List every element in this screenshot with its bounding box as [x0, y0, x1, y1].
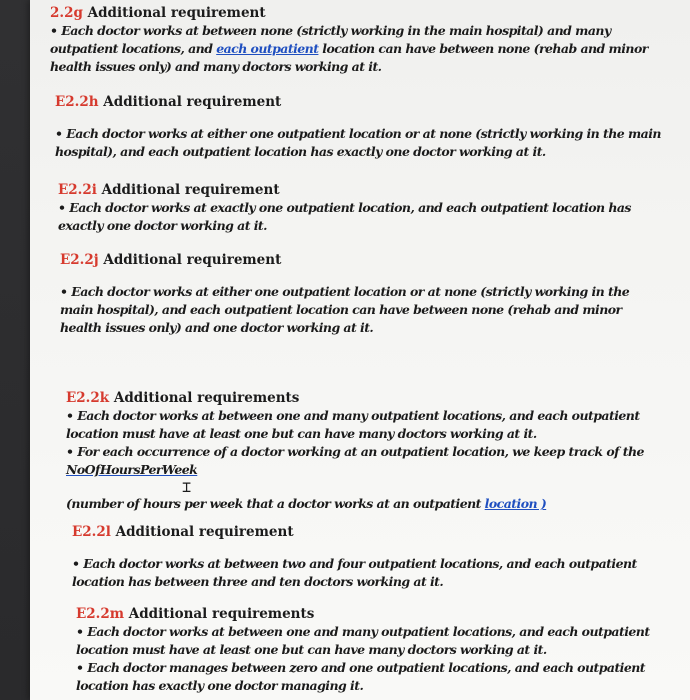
section-body — [58, 199, 658, 235]
section-e2-2l — [72, 524, 657, 591]
section-title: Additional requirement — [101, 182, 280, 198]
section-code: E2.2h — [55, 94, 99, 110]
bullet-text-start: • Each doctor works at between none (strictly working in the main hospital) and many outpatient locations, and — [50, 23, 611, 56]
section-heading — [60, 252, 660, 269]
section-body — [66, 407, 656, 513]
bullet-text — [50, 22, 660, 76]
section-code: E2.2i — [58, 182, 97, 198]
bullet-text: • Each doctor works at either one outpatient location or at none (strictly working in the main hospital), and each outpatient location has exactly one doctor working at it. — [55, 126, 661, 159]
bullet-text: • Each doctor works at either one outpatient location or at none (strictly working in the main hospital), and each outpatient location can have between none (rehab and minor health issues only) and one doctor working at it. — [60, 284, 630, 335]
section-heading — [58, 182, 658, 199]
section-heading — [72, 524, 657, 541]
section-e2-2i — [58, 182, 658, 235]
bullet-text: • Each doctor manages between zero and one outpatient locations, and each outpatient location has exactly one doctor managing it. — [76, 660, 646, 693]
section-2-2g — [50, 5, 660, 76]
section-body — [50, 22, 660, 76]
bullet-text: • Each doctor works at exactly one outpatient location, and each outpatient location has exactly one doctor working at it. — [58, 200, 631, 233]
section-code: E2.2m — [76, 606, 125, 622]
section-title: Additional requirements — [113, 390, 300, 406]
text-cursor-icon: ⌶ — [182, 478, 192, 496]
note-text — [66, 495, 656, 513]
bullet-text: • Each doctor works at between one and many outpatient locations, and each outpatient location must have at least one but can have many doctors working at it. — [76, 624, 650, 657]
section-e2-2h — [55, 94, 665, 161]
section-code: E2.2k — [66, 390, 110, 406]
section-title: Additional requirement — [103, 252, 282, 268]
section-code: E2.2l — [72, 524, 111, 540]
section-title: Additional requirements — [128, 606, 315, 622]
attribute-name-text: NoOfHoursPerWeek — [66, 462, 198, 477]
spellcheck-underlined-text: location ) — [484, 496, 547, 511]
spellcheck-underlined-text: each outpatient — [216, 41, 319, 56]
section-code: E2.2j — [60, 252, 99, 268]
section-heading — [50, 5, 660, 22]
section-body — [60, 283, 660, 337]
bullet-text: • For each occurrence of a doctor working at an outpatient location, we keep track of the — [66, 444, 644, 459]
section-body — [76, 623, 661, 695]
bullet-text: • Each doctor works at between one and many outpatient locations, and each outpatient location must have at least one but can have many doctors working at it. — [66, 408, 640, 441]
bullet-text-end: location can have between none (rehab and minor health issues only) and many doctors working at it. — [50, 41, 648, 74]
bullet-text: • Each doctor works at between two and four outpatient locations, and each outpatient location has between three and ten doctors working at it. — [72, 556, 637, 589]
section-e2-2j — [60, 252, 660, 337]
section-heading — [76, 606, 661, 623]
note-text-start: (number of hours per week that a doctor works at an outpatient — [66, 496, 485, 511]
attribute-name — [66, 461, 656, 479]
section-heading — [66, 390, 656, 407]
section-code: 2.2g — [50, 5, 83, 21]
section-title: Additional requirement — [115, 524, 294, 540]
section-title: Additional requirement — [87, 5, 266, 21]
section-body — [55, 125, 665, 161]
section-heading — [55, 94, 665, 111]
section-e2-2m — [76, 606, 661, 695]
section-title: Additional requirement — [103, 94, 282, 110]
section-body — [72, 555, 657, 591]
section-e2-2k — [66, 390, 656, 513]
